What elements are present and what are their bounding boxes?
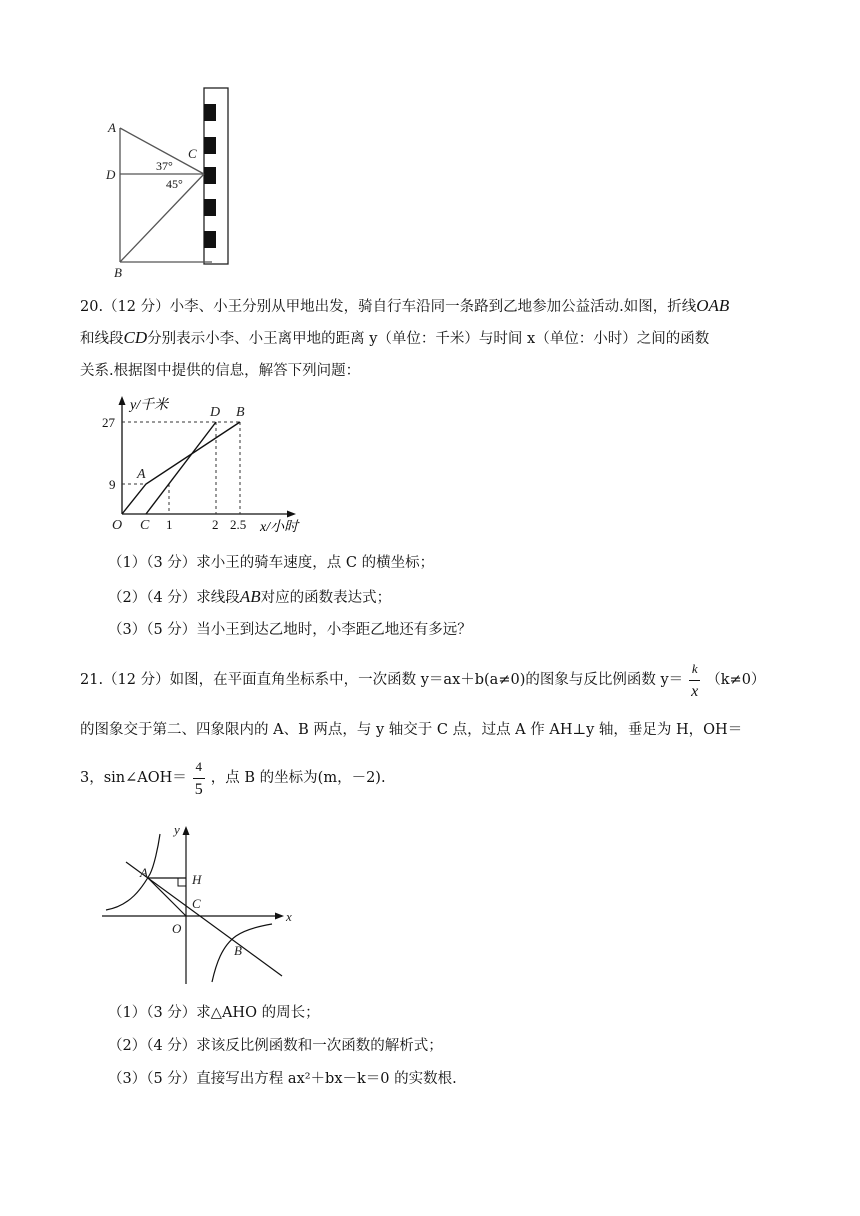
q21-line1 <box>80 658 765 702</box>
label-D: D <box>210 405 221 420</box>
q20-sym-CD: CD <box>123 328 148 347</box>
figure-21-graph <box>100 816 300 988</box>
q20-line1 <box>80 296 729 317</box>
fraction-5-denominator: 5 <box>194 780 203 798</box>
q21-line2-text: 的图象交于第二、四象限内的 A、B 两点，与 y 轴交于 C 点，过点 A 作 AH⊥y 轴，垂足为 H，OH＝ <box>80 722 743 738</box>
q21-line1-post: （k≠0） <box>706 672 766 688</box>
fraction-k-numerator: k <box>691 660 698 676</box>
pole-mark-2 <box>204 137 216 154</box>
q21-sub3-text: （3）（5 分）直接写出方程 ax²＋bx－k＝0 的实数根. <box>108 1071 457 1087</box>
q20-sub3-text: （3）（5 分）当小王到达乙地时，小李距乙地还有多远？ <box>108 622 472 638</box>
xlabel: x/小时 <box>260 520 299 534</box>
label-A: A <box>140 865 148 880</box>
q20-sym-OAB: OAB <box>696 296 730 315</box>
right-angle-mark <box>178 878 186 886</box>
angle-45: 45° <box>166 177 183 191</box>
fraction-k-over-x <box>689 660 700 701</box>
label-O: O <box>172 921 182 936</box>
q21-line3 <box>80 756 386 800</box>
label-x: x <box>286 909 292 924</box>
label-C: C <box>188 146 197 161</box>
q21-sub2-text: （2）（4 分）求该反比例函数和一次函数的解析式； <box>108 1038 443 1054</box>
fraction-x-denominator: x <box>691 682 699 700</box>
q21-sub1 <box>108 1003 320 1023</box>
hyperbola-branch-lower-right <box>212 924 272 982</box>
y-axis-arrow <box>119 396 126 405</box>
angle-37: 37° <box>156 159 173 173</box>
q20-sub2 <box>108 587 391 608</box>
q20-line1-text: 20.（12 分）小李、小王分别从甲地出发，骑自行车沿同一条路到乙地参加公益活动.如图，折线 <box>80 299 697 315</box>
pole-mark-3 <box>204 167 216 184</box>
q21-sub2 <box>108 1036 443 1056</box>
q21-line1-pre: 21.（12 分）如图，在平面直角坐标系中，一次函数 y＝ax＋b(a≠0)的图象与反比例函数 y＝ <box>80 672 684 688</box>
label-B: B <box>236 405 245 420</box>
label-H: H <box>192 872 202 887</box>
label-B: B <box>114 265 122 280</box>
q21-line3-pre: 3，sin∠AOH＝ <box>80 770 187 786</box>
figure-19 <box>100 84 270 280</box>
tick-y9: 9 <box>109 477 116 492</box>
q20-line2-pre: 和线段 <box>80 331 124 347</box>
tick-x25: 2.5 <box>230 517 247 532</box>
figure-20-graph <box>100 392 330 534</box>
q20-line2 <box>80 328 709 349</box>
fraction-4-numerator: 4 <box>195 758 203 774</box>
label-A: A <box>108 120 116 135</box>
ylabel: y/千米 <box>130 398 169 413</box>
q21-line3-post: ，点 B 的坐标为(m，－2). <box>210 770 386 786</box>
q21-line2 <box>80 720 742 740</box>
label-C: C <box>192 896 201 911</box>
q20-sub2-post: 对应的函数表达式； <box>260 590 392 606</box>
tick-x1: 1 <box>166 517 173 532</box>
segment-AO <box>148 878 186 916</box>
x-axis-arrow <box>275 913 284 920</box>
label-D: D <box>106 167 116 182</box>
tick-x2: 2 <box>212 517 219 532</box>
q20-line3-text: 关系.根据图中提供的信息，解答下列问题： <box>80 363 361 379</box>
pole-mark-5 <box>204 231 216 248</box>
pole-mark-4 <box>204 199 216 216</box>
label-C: C <box>140 518 150 533</box>
x-axis-arrow <box>287 511 296 518</box>
q20-line2-post: 分别表示小李、小王离甲地的距离 y（单位：千米）与时间 x（单位：小时）之间的函数 <box>147 331 710 347</box>
hyperbola-branch-upper-left <box>106 834 160 910</box>
tick-y27: 27 <box>102 415 115 430</box>
fraction-4-over-5 <box>193 758 205 799</box>
q20-sub1-text: （1）（3 分）求小王的骑车速度，点 C 的横坐标； <box>108 555 435 571</box>
pole-mark-1 <box>204 104 216 121</box>
label-A: A <box>137 467 146 482</box>
q20-sym-AB: AB <box>239 587 261 606</box>
segment-CD <box>146 422 216 514</box>
q21-sub1-text: （1）（3 分）求△AHO 的周长； <box>108 1005 320 1021</box>
q20-sub3 <box>108 620 472 640</box>
q20-line3 <box>80 361 360 381</box>
label-y: y <box>174 822 180 837</box>
q20-sub2-pre: （2）（4 分）求线段 <box>108 590 240 606</box>
y-axis-arrow <box>183 826 190 835</box>
label-O: O <box>112 518 123 533</box>
q20-sub1 <box>108 553 434 573</box>
q21-sub3 <box>108 1069 457 1089</box>
segment-BC <box>120 174 204 262</box>
label-B: B <box>234 943 242 958</box>
